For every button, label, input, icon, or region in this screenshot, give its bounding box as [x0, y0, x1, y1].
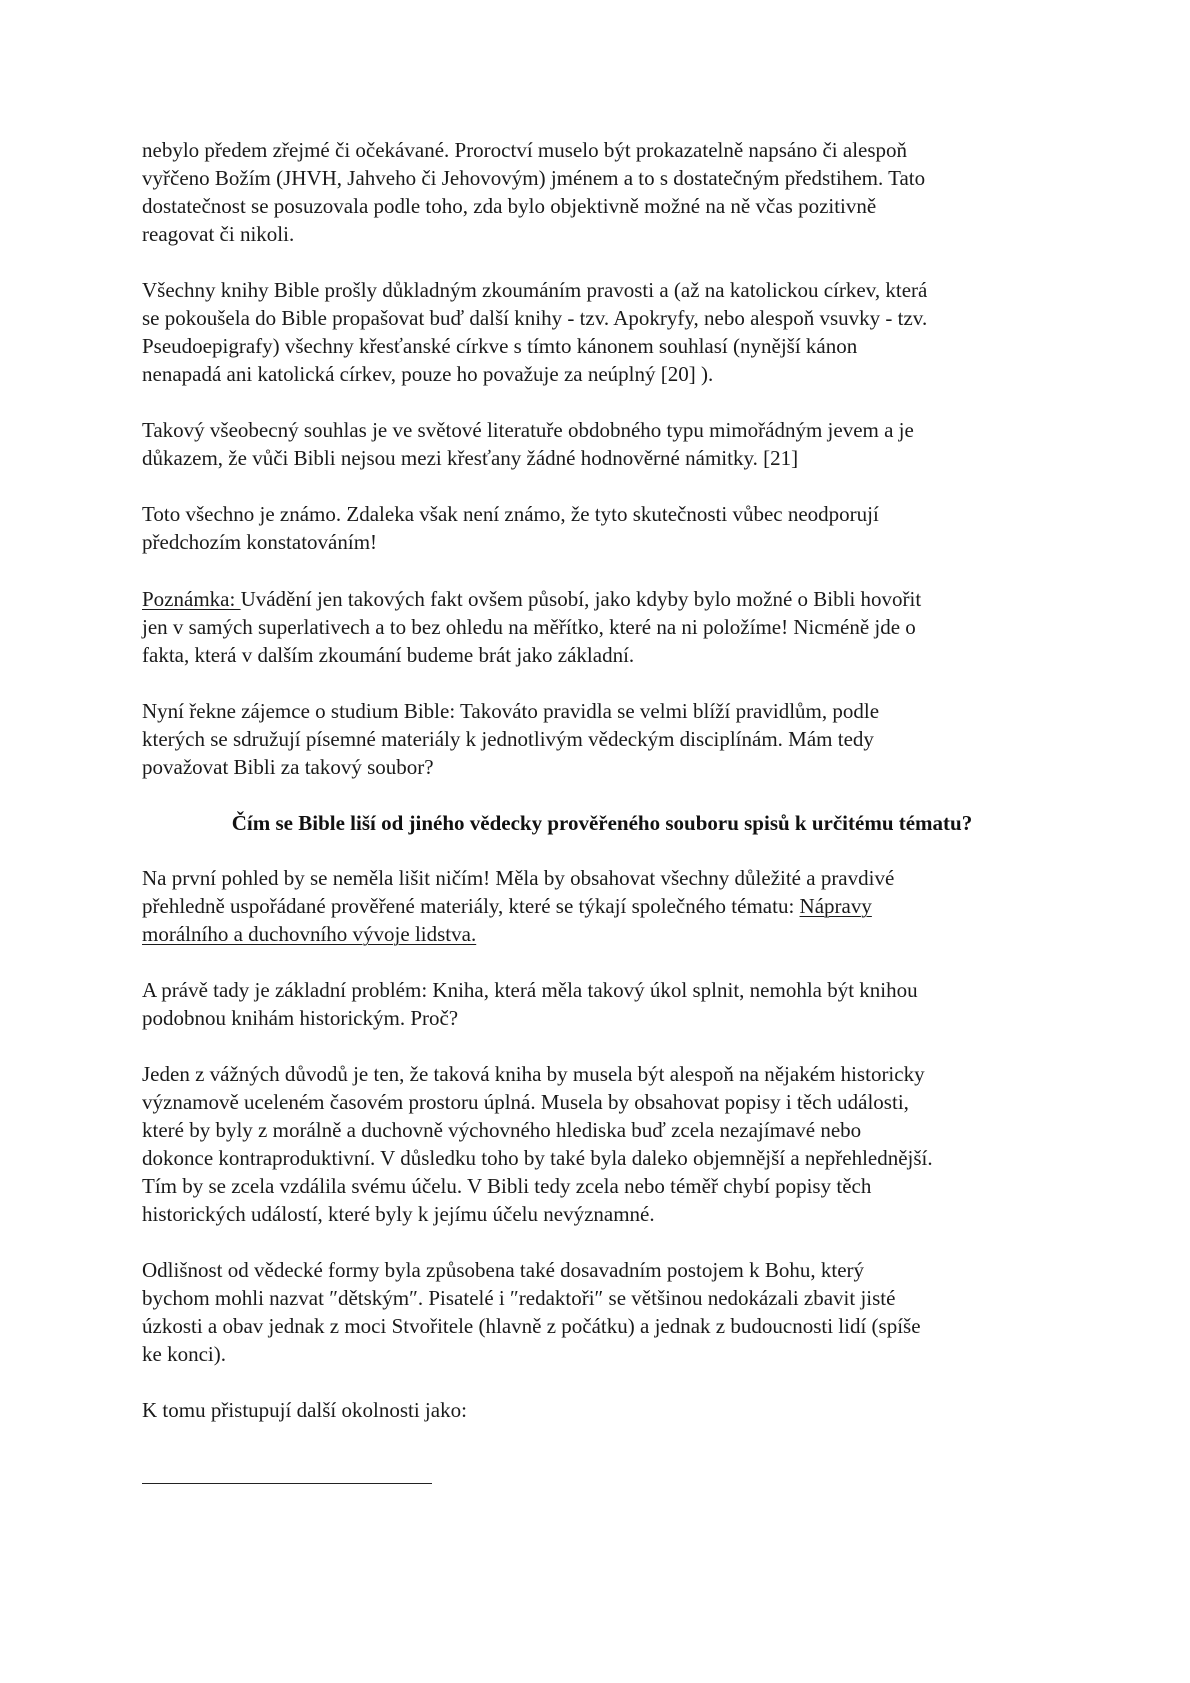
text-line: dostatečnost se posuzovala podle toho, zda bylo objektivně možné na ně včas pozitivně: [142, 194, 877, 218]
text-line: považovat Bibli za takový soubor?: [142, 755, 434, 779]
text-line: Takový všeobecný souhlas je ve světové literatuře obdobného typu mimořádným jevem a je: [142, 418, 914, 442]
text-line: [142, 920, 1062, 948]
text-line: [142, 892, 1062, 920]
text-line: Jeden z vážných důvodů je ten, že taková kniha by musela být alespoň na nějakém historicky: [142, 1062, 925, 1086]
paragraph-circumstances: [142, 1396, 1062, 1424]
text-line: Toto všechno je známo. Zdaleka však není známo, že tyto skutečnosti vůbec neodporují: [142, 502, 879, 526]
text-line: se pokoušela do Bible propašovat buď další knihy - tzv. Apokryfy, nebo alespoň vsuvky - tzv.: [142, 306, 928, 330]
text-line: kterých se sdružují písemné materiály k jednotlivým vědeckým disciplínám. Mám tedy: [142, 727, 874, 751]
paragraph-prophecy-criteria: [142, 136, 1062, 248]
underlined-topic: morálního a duchovního vývoje lidstva.: [142, 922, 477, 946]
text-line: úzkosti a obav jednak z moci Stvořitele (hlavně z počátku) a jednak z budoucnosti lidí (spíše: [142, 1314, 921, 1338]
paragraph-canon: [142, 276, 1062, 388]
text-line: vyřčeno Božím (JHVH, Jahveho či Jehovovým) jménem a to s dostatečným předstihem. Tato: [142, 166, 926, 190]
text-line: dokonce kontraproduktivní. V důsledku toho by také byla daleko objemnější a nepřehlednější.: [142, 1146, 933, 1170]
text-line: historických událostí, které byly k jejímu účelu nevýznamné.: [142, 1202, 655, 1226]
text-line: důkazem, že vůči Bibli nejsou mezi křesťany žádné hodnověrné námitky. [21]: [142, 446, 799, 470]
text-line: Odlišnost od vědecké formy byla způsobena také dosavadním postojem k Bohu, který: [142, 1258, 865, 1282]
note-label: Poznámka:: [142, 587, 241, 611]
note-text: Uvádění jen takových fakt ovšem působí, jako kdyby bylo možné o Bibli hovořit: [240, 587, 922, 611]
text-segment: přehledně uspořádané prověřené materiály, které se týkají společného tématu:: [142, 894, 800, 918]
text-line: Nyní řekne zájemce o studium Bible: Takováto pravidla se velmi blíží pravidlům, podle: [142, 699, 880, 723]
text-line: reagovat či nikoli.: [142, 222, 295, 246]
underlined-topic: Nápravy: [799, 894, 872, 918]
text-line: [142, 585, 1062, 613]
paragraph-question: [142, 697, 1062, 781]
text-line: nebylo předem zřejmé či očekávané. Proroctví muselo být prokazatelně napsáno či alespoň: [142, 138, 908, 162]
text-line: fakta, která v dalším zkoumání budeme brát jako základní.: [142, 643, 635, 667]
paragraph-note: [142, 585, 1062, 669]
section-heading: Čím se Bible liší od jiného vědecky prověřeného souboru spisů k určitému tématu?: [231, 811, 973, 835]
paragraph-consensus: [142, 416, 1062, 472]
text-line: bychom mohli nazvat ″dětským″. Pisatelé i ″redaktoři″ se většinou nedokázali zbavit jisté: [142, 1286, 896, 1310]
footnote-separator: [142, 1483, 432, 1484]
text-line: významově uceleném časovém prostoru úplná. Musela by obsahovat popisy i těch události,: [142, 1090, 909, 1114]
text-line: jen v samých superlativech a to bez ohledu na měřítko, které na ni položíme! Nicméně jde o: [142, 615, 916, 639]
text-line: K tomu přistupují další okolnosti jako:: [142, 1398, 467, 1422]
text-line: A právě tady je základní problém: Kniha, která měla takový úkol splnit, nemohla být knihou: [142, 978, 918, 1002]
text-line: Na první pohled by se neměla lišit ničím! Měla by obsahovat všechny důležité a pravdivé: [142, 866, 895, 890]
text-line: nenapadá ani katolická církev, pouze ho považuje za neúplný [20] ).: [142, 362, 714, 386]
paragraph-first-view: [142, 864, 1062, 948]
paragraph-reasons: [142, 1060, 1062, 1228]
paragraph-difference: [142, 1256, 1062, 1368]
text-line: Tím by se zcela vzdálila svému účelu. V Bibli tedy zcela nebo téměř chybí popisy těch: [142, 1174, 872, 1198]
text-line: ke konci).: [142, 1342, 226, 1366]
paragraph-problem: [142, 976, 1062, 1032]
text-line: předchozím konstatováním!: [142, 530, 378, 554]
paragraph-known-facts: [142, 500, 1062, 556]
text-line: podobnou knihám historickým. Proč?: [142, 1006, 459, 1030]
text-line: které by byly z morálně a duchovně výchovného hlediska buď zcela nezajímavé nebo: [142, 1118, 862, 1142]
text-line: Všechny knihy Bible prošly důkladným zkoumáním pravosti a (až na katolickou církev, která: [142, 278, 928, 302]
text-line: Pseudoepigrafy) všechny křesťanské církve s tímto kánonem souhlasí (nynější kánon: [142, 334, 858, 358]
